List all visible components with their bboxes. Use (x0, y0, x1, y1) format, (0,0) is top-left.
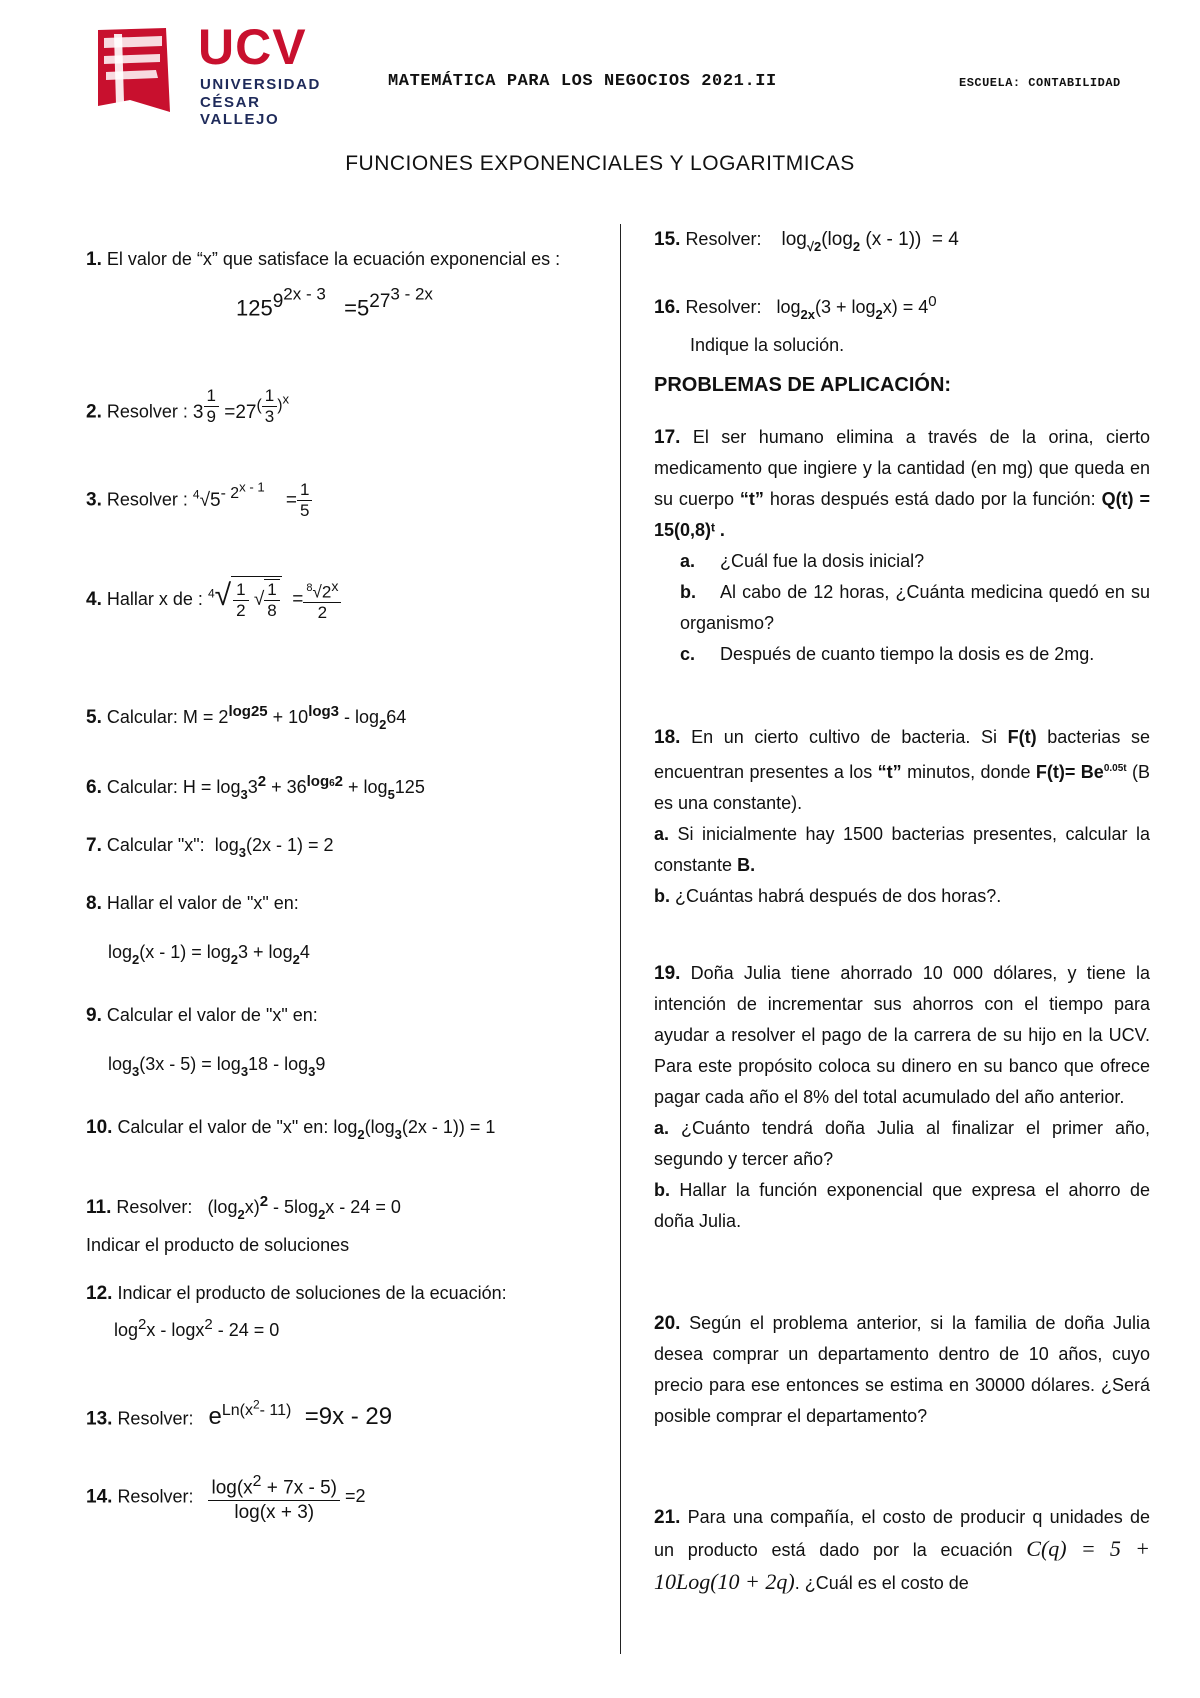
question-number: 19. (654, 963, 681, 984)
function-exponent: 0.05t (1103, 763, 1127, 774)
option-b (654, 1175, 1150, 1237)
option-b (680, 577, 1150, 639)
question-label: Calcular "x": (106, 835, 205, 855)
option-key: c. (680, 644, 696, 664)
equation-6: $H = \log_33^2 + 36^{log62} + \log_5125$ (182, 773, 425, 802)
function-q: Q(t) = 15(0,8)ᵗ . (654, 489, 1150, 540)
logo-title: UCV (198, 19, 307, 75)
option-text: Al cabo de 12 horas, ¿Cuánta medicina quedó en su organismo? (680, 582, 1150, 633)
left-column (86, 244, 586, 1530)
question-number: 1. (86, 249, 102, 270)
function-name: F(t) (1007, 727, 1037, 747)
question-8 (86, 888, 586, 1000)
option-key: b. (654, 886, 670, 906)
equation-1: $125^{9^{2x - 3}} =5^{27^{3 - 2x}}$ (236, 285, 433, 321)
right-column (654, 224, 1150, 1599)
question-label: Resolver : (106, 401, 188, 422)
time-variable: “t” (739, 489, 764, 509)
question-number: 10. (86, 1117, 113, 1138)
option-b (654, 881, 1150, 912)
function-f: F(t)= Be (1035, 762, 1104, 782)
question-6 (86, 766, 586, 830)
logo-name: CÉSAR VALLEJO (200, 94, 280, 128)
ucv-logo (96, 19, 326, 128)
question-number: 15. (654, 229, 681, 250)
question-text-c: horas después está dado por la función: (769, 489, 1096, 509)
option-text: ¿Cuántas habrá después de dos horas?. (675, 886, 1002, 906)
question-number: 20. (654, 1313, 681, 1334)
question-label: Hallar x de : (106, 589, 203, 610)
question-note: Indique la solución. (690, 335, 845, 355)
equation-21: C(q) = 5 + 10Log(10 + 2q) (654, 1536, 1150, 1594)
question-9 (86, 1000, 586, 1112)
question-21 (654, 1502, 1150, 1599)
question-number: 11. (86, 1197, 112, 1218)
question-text-d: (B es una constante). (654, 762, 1150, 813)
option-text: Hallar la función exponencial que expresa el ahorro de doña Julia. (654, 1180, 1150, 1231)
question-number: 6. (86, 777, 102, 798)
option-c (680, 639, 1150, 670)
question-number: 14. (86, 1486, 113, 1508)
question-label: Calcular: (106, 707, 178, 727)
question-note: Indicar el producto de soluciones (86, 1235, 350, 1255)
question-4 (86, 576, 586, 696)
question-label: Hallar el valor de "x" en: (106, 893, 299, 913)
equation-11: $(\log_2x)^2 - 5\log_2x - 24 = 0$ (207, 1193, 401, 1222)
question-5 (86, 696, 586, 766)
logo-university: UNIVERSIDAD (200, 76, 321, 93)
option-a (654, 819, 1150, 881)
question-text-b: bacterias se encuentran presentes a los (654, 727, 1150, 782)
equation-13: $e^{Ln(x^2- 11)} =9x - 29$ (208, 1398, 393, 1431)
question-16 (654, 286, 1150, 370)
question-text: Para una compañía, el costo de producir q unidades de un producto está dado por la ecuación (654, 1507, 1150, 1560)
question-15 (654, 224, 1150, 286)
constant-b: B. (737, 855, 756, 875)
question-text: Según el problema anterior, si la familia de doña Julia desea comprar un departamento dentro de 10 años, cuyo precio para ese entonces se estima en 30000 dólares. ¿Será posible comprar el departamento? (654, 1313, 1150, 1426)
option-key: b. (680, 582, 696, 602)
question-number: 7. (86, 835, 102, 856)
question-number: 16. (654, 297, 681, 318)
question-text: Doña Julia tiene ahorrado 10 000 dólares, y tiene la intención de incrementar sus ahorros con el tiempo para ayudar a resolver el pago de la carrera de su hijo en la UCV. Para este propósito coloca su dinero en su banco que ofrece pagar cada año el 8% del total acumulado del año anterior. (654, 963, 1150, 1107)
equation-5: $M = 2^{log25} + 10^{log3} - \log_264$ (182, 703, 407, 732)
time-variable: “t” (877, 762, 902, 782)
question-number: 17. (654, 427, 681, 448)
question-tail: . ¿Cuál es el costo de (794, 1573, 969, 1593)
option-text: Después de cuanto tiempo la dosis es de 2mg. (720, 644, 1095, 664)
question-text-c: minutos, donde (907, 762, 1031, 782)
option-key: a. (654, 824, 670, 844)
equation-2: 3 $^{\frac{1}{9}}$ $=27^{( \frac{1}{3} )^x}$ (192, 385, 290, 426)
equation-10: $\log_2(\log_3(2x - 1)) = 1$ (333, 1117, 496, 1142)
question-label: Calcular: (106, 777, 178, 797)
equation-16: $\log_{2x}(3 + \log_2x) = 4^0$ (776, 293, 937, 322)
question-18 (654, 722, 1150, 958)
option-key: a. (654, 1118, 670, 1138)
question-text-b: (en mg) que queda en su cuerpo (654, 458, 1150, 509)
school-label: ESCUELA: CONTABILIDAD (959, 76, 1121, 90)
equation-3: $^4√5^{- 2^{x - 1}}$ = $\frac{1}{5}$ (193, 490, 313, 511)
equation-12: $\log^2x - \log x^2 - 24 = 0$ (114, 1316, 280, 1340)
question-11 (86, 1186, 586, 1278)
course-title: MATEMÁTICA PARA LOS NEGOCIOS 2021.II (388, 72, 777, 91)
question-10 (86, 1112, 586, 1186)
equation-15: $\log_{√2}(\log_2$ (x - 1)) = 4 (781, 229, 959, 254)
question-14 (86, 1470, 586, 1530)
equation-14: $\frac{\log(x^2 + 7x - 5)}{\log(x + 3)}$ =2 (208, 1486, 365, 1506)
equation-4: $^4$√ $\frac{1}{2}$ √ $\frac{1}{8}$ = $\frac{^8√2^x}{2}$ (208, 589, 341, 610)
equation-9: $\log_3(3x - 5) = \log_318 - \log_39$ (108, 1054, 326, 1079)
question-label: Calcular el valor de "x" en: (106, 1005, 318, 1025)
option-key: a. (680, 551, 696, 571)
option-a (654, 1113, 1150, 1175)
question-number: 4. (86, 589, 102, 611)
page-title: FUNCIONES EXPONENCIALES Y LOGARITMICAS (345, 152, 855, 175)
question-label: Resolver: (685, 297, 762, 317)
question-text: El ser humano elimina a través de la orina, cierto medicamento que ingiere y la cantidad (654, 427, 1150, 478)
question-text: El valor de “x” que satisface la ecuación exponencial es : (106, 249, 561, 269)
question-number: 8. (86, 893, 102, 914)
question-13 (86, 1390, 586, 1470)
question-number: 13. (86, 1408, 113, 1430)
question-number: 3. (86, 489, 102, 511)
question-label: Resolver: (117, 1408, 194, 1429)
question-number: 5. (86, 707, 102, 728)
question-text: En un cierto cultivo de bacteria. Si (691, 727, 998, 747)
question-1 (86, 244, 586, 384)
column-divider (620, 224, 621, 1654)
question-label: Resolver: (116, 1197, 193, 1217)
equation-7: $\log_3(2x - 1) = 2$ (214, 835, 334, 860)
option-a (680, 546, 1150, 577)
ucv-shield-icon (96, 24, 192, 116)
question-7 (86, 830, 586, 888)
question-12 (86, 1278, 586, 1390)
question-20 (654, 1308, 1150, 1502)
section-heading: PROBLEMAS DE APLICACIÓN: (654, 374, 952, 396)
option-key: b. (654, 1180, 670, 1200)
question-number: 9. (86, 1005, 102, 1026)
question-17 (654, 422, 1150, 722)
question-number: 18. (654, 727, 681, 748)
equation-8: $\log_2(x - 1) = \log_23 + \log_24$ (108, 942, 310, 967)
question-label: Resolver: (685, 229, 762, 249)
question-number: 21. (654, 1507, 681, 1528)
question-3 (86, 472, 586, 576)
option-text: ¿Cuál fue la dosis inicial? (720, 551, 925, 571)
question-text: Indicar el producto de soluciones de la ecuación: (117, 1283, 507, 1303)
option-text: Si inicialmente hay 1500 bacterias presentes, calcular la constante (654, 824, 1150, 875)
options (652, 546, 1150, 670)
page-header (0, 0, 1200, 130)
question-label: Resolver: (117, 1486, 194, 1507)
option-text: ¿Cuánto tendrá doña Julia al finalizar el primer año, segundo y tercer año? (654, 1118, 1150, 1169)
question-2 (86, 384, 586, 472)
question-label: Resolver : (106, 489, 188, 510)
question-number: 12. (86, 1283, 113, 1304)
question-number: 2. (86, 401, 102, 423)
question-19 (654, 958, 1150, 1308)
question-label: Calcular el valor de "x" en: (117, 1117, 329, 1137)
